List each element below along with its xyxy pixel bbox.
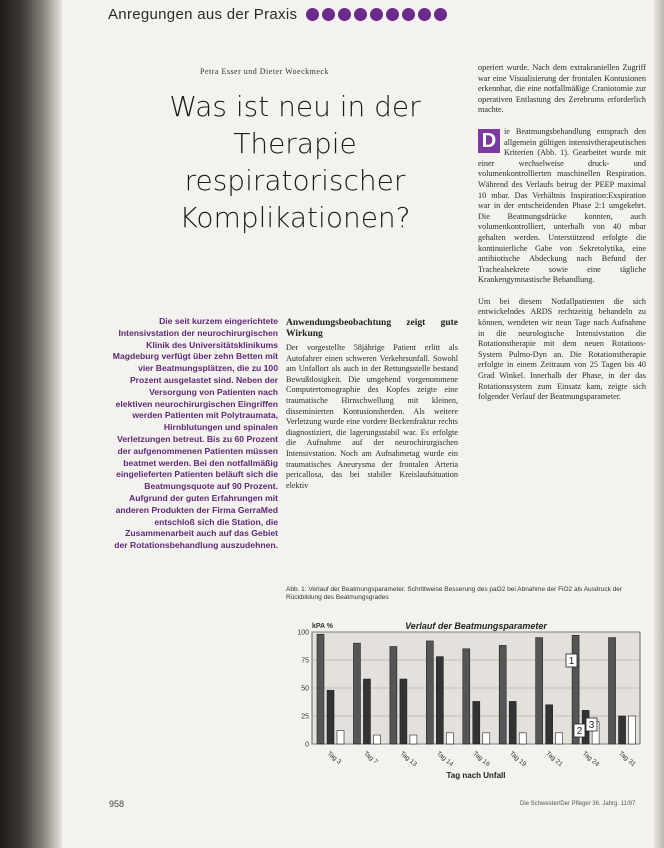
bar xyxy=(546,705,553,744)
drop-cap: D xyxy=(478,129,500,153)
journal-footer: Die Schwester/Der Pfleger 36. Jahrg. 11/97 xyxy=(520,801,636,807)
bar xyxy=(609,638,616,744)
series-marker-label: 2 xyxy=(576,726,583,737)
x-tick-label: Tag 14 xyxy=(435,750,455,769)
series-marker-label: 3 xyxy=(588,720,595,731)
bar xyxy=(337,731,344,744)
bar xyxy=(373,735,380,744)
header-dot xyxy=(434,8,447,21)
header-dot xyxy=(418,8,431,21)
bar xyxy=(317,634,324,744)
bar xyxy=(353,643,360,744)
page-number: 958 xyxy=(109,799,125,809)
x-tick-label: Tag 21 xyxy=(544,750,564,769)
x-tick-label: Tag 24 xyxy=(580,750,601,769)
x-tick-label: Tag 19 xyxy=(507,750,528,769)
bar xyxy=(463,649,470,744)
bar xyxy=(400,679,407,744)
section-header: Anregungen aus der Praxis xyxy=(108,6,298,23)
x-tick-label: Tag 31 xyxy=(617,750,637,769)
bar xyxy=(629,716,636,744)
bar xyxy=(619,716,626,744)
article-title: Was ist neu in der Therapie respiratorischer Komplikationen? xyxy=(169,90,421,234)
y-tick-label: 100 xyxy=(297,629,309,637)
body-paragraph-dropcap: D ie Beatmungsbehandlung entsprach den allgemein gültigen intensivtherapeutischen Kriterien (Abb. 1). Gearbeitet wurde mit einer wechselweise druck- und volumenkontrollierten maschinellen Respiration. Während des Verlaufs betrug der PEEP maximal 10 mbar. Das Verhältnis Inspiration:Exspiration war in der entscheidenden Phase 2:1 umgekehrt. Die Beatmungsdrücke konnten, auch volumenkontrolliert, unterhalb von 40 mbar gehalten werden. Unterstützend erfolgte die kontinuierliche Gabe von Sekretolytika, eine antibiotische Abdeckung nach Befund der Trachealsekrete sowie eine tägliche Krankengymnastische Behandlung. xyxy=(478,126,646,285)
x-axis-label: Tag nach Unfall xyxy=(446,771,506,780)
header-dot xyxy=(338,8,351,21)
bar xyxy=(327,690,334,744)
bar xyxy=(556,733,563,744)
x-tick-label: Tag 13 xyxy=(398,750,419,769)
y-tick-label: 50 xyxy=(301,685,309,693)
bar xyxy=(410,735,417,744)
bar xyxy=(390,647,397,744)
body-column-3 xyxy=(478,63,646,403)
bar xyxy=(509,701,516,744)
header-dot xyxy=(402,8,415,21)
body-paragraph: operiert wurde. Nach dem extrakraniellen Zugriff war eine Visualisierung der frontalen Kontusionen erkennbar, die eine notfallmäßige Craniotomie zur operativen Entlastung des Zerebrums erforderlich machte. xyxy=(478,63,646,115)
header-dot xyxy=(306,8,319,21)
bar xyxy=(473,701,480,744)
header-dots xyxy=(306,8,447,21)
y-tick-label: 0 xyxy=(305,741,309,749)
article-abstract: Die seit kurzem eingerichtete Intensivstation der neurochirurgischen Klinik des Universitätsklinikums Magdeburg verfügt über zehn Betten mit vier Beatmungsplätzen, die zu 100 Prozent ausgelastet sind. Neben der Versorgung von Patienten nach elektiven neurochirurgischen Eingriffen werden Patienten mit Polytraumata, Hirnblutungen und spinalen Verletzungen betreut. Bis zu 60 Prozent der aufgenommenen Patienten müssen beatmet werden. Bei den notfallmäßig eingelieferten Patienten beläuft sich die Beatmungsquote auf 90 Prozent. Aufgrund der guten Erfahrungen mit anderen Produkten der Firma GerraMed entschloß sich die Station, die Zusammenarbeit auch auf das Gebiet der Rotationsbehandlung auszudehnen. xyxy=(112,316,278,551)
figure-caption: Abb. 1: Verlauf der Beatmungsparameter. Schrittweise Besserung des paO2 bei Abnahme der FiO2 als Ausdruck der Rückbildung des Beatmungsgrades xyxy=(286,586,623,601)
ventilation-chart xyxy=(286,618,646,782)
body-paragraph: Um bei diesem Notfallpatienten die sich entwickelndes ARDS rechtzeitig behandeln zu können, wendeten wir neun Tage nach Aufnahme in die neurologische Intensivstation die Rotationstherapie mit dem neuen Rotations-System Pulmo-Dyn an. Die Rotationstherapie erfolgte in einem Zeitraum von 25 Tagen bis 40 Grad Winkel. Innerhalb der Phase, in der das Rotationssystem zum Einsatz kam, zeigte sich folgender Verlauf der Beatmungsparameter. xyxy=(478,296,646,402)
bar xyxy=(536,638,543,744)
bar xyxy=(483,733,490,744)
x-tick-label: Tag 16 xyxy=(471,750,491,769)
book-spine-shadow xyxy=(0,0,62,848)
bar xyxy=(363,679,370,744)
bar xyxy=(499,645,506,744)
y-tick-label: 25 xyxy=(301,713,309,721)
header-dot xyxy=(386,8,399,21)
article-authors: Petra Esser und Dieter Woeckmeck xyxy=(200,67,329,76)
y-tick-label: 75 xyxy=(301,657,309,665)
chart-title: Verlauf der Beatmungsparameter xyxy=(405,621,547,631)
bar xyxy=(446,733,453,744)
header-dot xyxy=(322,8,335,21)
header-dot xyxy=(354,8,367,21)
section-heading: Anwendungsbeobachtung zeigt gute Wirkung xyxy=(286,318,458,339)
bar xyxy=(436,657,443,744)
bar xyxy=(426,641,433,744)
x-tick-label: Tag 7 xyxy=(362,750,379,766)
header-dot xyxy=(370,8,383,21)
body-column-2 xyxy=(286,318,458,491)
bar xyxy=(519,733,526,744)
series-marker-label: 1 xyxy=(568,656,575,667)
body-paragraph: Der vorgestellte 58jährige Patient erlitt als Autofahrer einen schweren Verkehrsunfall. Sowohl am Unfallort als auch in der Rettungsstelle bestand Bewußtlosigkeit. Die umgehend vorgenommene Computertomographie des Kopfes zeigte eine traumatische Hirnschwellung mit kleinen, disseminierten Kontusionsherden. Als weitere Verletzung wurde eine vordere Beckenfraktur rechts diagnostiziert, die lagerungsstabil war. Es erfolgte die Aufnahme auf der neurochirurgischen Intensivstation. Noch am Aufnahmetag wurde ein traumatisches Aneurysma der frontalen Arteria pericallosa, das bei stabiler Kreislaufsituation elektiv xyxy=(286,343,458,490)
page-edge xyxy=(654,0,664,848)
x-tick-label: Tag 3 xyxy=(325,750,343,766)
y-axis-label: kPA % xyxy=(312,623,334,630)
